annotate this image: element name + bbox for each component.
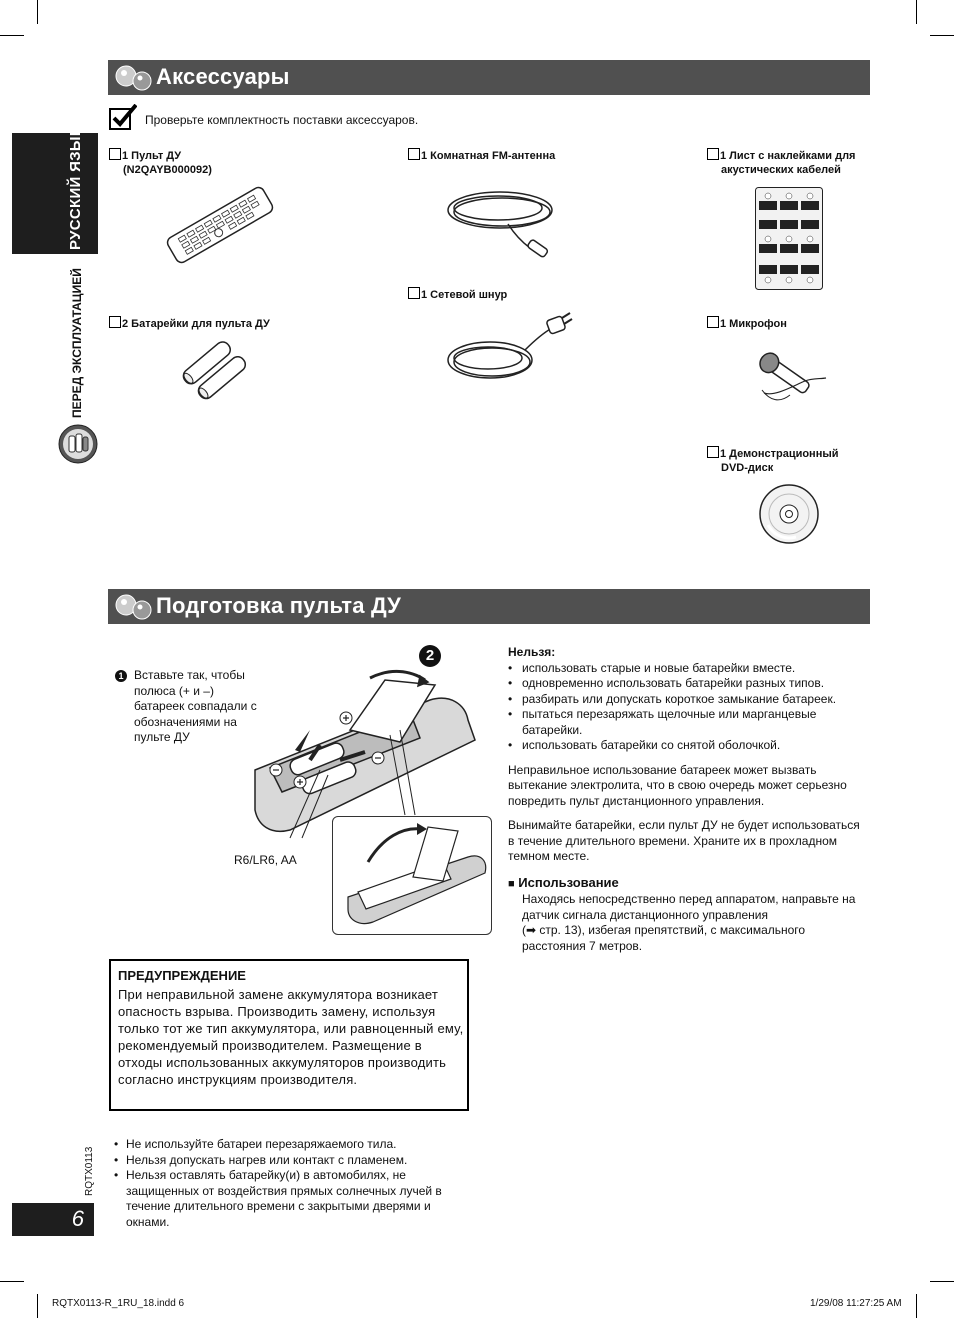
battery-type-label: R6/LR6, AA [234,853,297,867]
list-item: • разбирать или допускать короткое замыкание батареек. [508,692,868,708]
item-checkbox [109,148,121,160]
inset-illustration [332,816,492,935]
fm-antenna-item: 1 Комнатная FM-антенна [408,148,555,163]
page-number-box [12,1203,94,1236]
accessories-title: Аксессуары [156,64,290,89]
crop-mark [37,0,38,24]
remote-prep-title: Подготовка пульта ДУ [156,593,402,618]
warning-box [109,959,469,1111]
list-item: • использовать батарейки со снятой оболочкой. [508,738,868,754]
dvd-disc-image [758,483,820,545]
list-item: • использовать старые и новые батарейки вместе. [508,661,868,677]
item-checkbox [707,148,719,160]
sticker-sheet-item: 1 Лист с наклейками для акустических кабелей [707,148,855,177]
inset-remote-image [333,817,491,934]
footer-file: RQTX0113-R_1RU_18.indd 6 [52,1298,185,1309]
batteries-image [180,340,250,402]
dont-title: Нельзя: [508,645,556,659]
step-1-marker: 1 [115,670,127,682]
dont-list [508,661,868,754]
paragraph: Неправильное использование батареек может вызвать вытекание электролита, что в свою очередь может серьезно повредить пульт дистанционного управления. [508,762,847,808]
microphone-image [750,335,830,405]
remote-control-image [165,185,275,265]
battery-insertion-image [250,660,480,840]
doc-code: RQTX0113 [84,1146,95,1196]
language-label: РУССКИЙ ЯЗЫК [67,126,84,250]
checkbox-icon [109,104,137,130]
notes [114,1137,466,1230]
crop-mark [930,35,954,36]
item-checkbox [109,316,121,328]
usage-heading: ■ Использование [508,874,619,890]
power-cord-item: 1 Сетевой шнур [408,287,507,302]
footer-date: 1/29/08 11:27:25 AM [810,1298,902,1309]
sticker-sheet-image [755,187,823,290]
accessories-header [108,60,870,95]
list-item: • одновременно использовать батарейки разных типов. [508,676,868,692]
remote-item: 1 Пульт ДУ (N2QAYB000092) [109,148,212,177]
check-text: Проверьте комплектность поставки аксессуаров. [145,113,419,127]
list-item: • пытаться перезаряжать щелочные или марганцевые батарейки. [508,707,868,738]
crop-mark [0,35,24,36]
power-cord-image [440,310,575,390]
item-checkbox [408,287,420,299]
demo-disc-item: 1 Демонстрационный DVD-диск [707,446,839,475]
step-1-text: Вставьте так, чтобы полюса (+ и –) батареек совпадали с обозначениями на пульте ДУ [134,668,257,744]
microphone-item: 1 Микрофон [707,316,787,331]
step-2-marker: 2 [419,645,441,667]
usage-text: Находясь непосредственно перед аппаратом, направьте на датчик сигнала дистанционного управления (➡ стр. 13), избегая препятствий, с максимального расстояния 7 метров. [522,892,856,953]
bubbles-icon [114,64,154,92]
remote-prep-header [108,589,870,624]
item-checkbox [408,148,420,160]
bubbles-icon [114,593,154,621]
section-label: ПЕРЕД ЭКСПЛУАТАЦИЕЙ [70,268,84,418]
crop-mark [0,1281,24,1282]
list-item: • Нельзя оставлять батарейку(и) в автомобилях, не защищенных от воздействия прямых солнечных лучей в течение длительного времени с закрытыми дверями и окнами. [114,1168,466,1230]
batteries-item: 2 Батарейки для пульта ДУ [109,316,270,331]
batteries-icon [58,424,98,464]
language-tab [12,126,98,254]
list-item: • Не используйте батареи перезаряжаемого тила. [114,1137,466,1153]
fm-antenna-image [440,180,570,270]
crop-mark [916,0,917,24]
crop-mark [930,1281,954,1282]
item-checkbox [707,446,719,458]
list-item: • Нельзя допускать нагрев или контакт с пламенем. [114,1153,466,1169]
item-checkbox [707,316,719,328]
page-number: 6 [71,1206,84,1231]
paragraph: Вынимайте батарейки, если пульт ДУ не будет использоваться в течение длительного времени. Храните их в прохладном темном месте. [508,818,860,863]
warning-title: ПРЕДУПРЕЖДЕНИЕ [118,968,246,983]
crop-mark [916,1294,917,1318]
crop-mark [37,1294,38,1318]
dont-section [508,645,868,954]
warning-text: При неправильной замене аккумулятора возникает опасность взрыва. Производить замену, используя только тот же тип аккумулятора, или равноценный ему, рекомендуемый производителем. Размещение в отходы использованных аккумуляторов производить согласно инструкциям производителя. [118,987,464,1087]
